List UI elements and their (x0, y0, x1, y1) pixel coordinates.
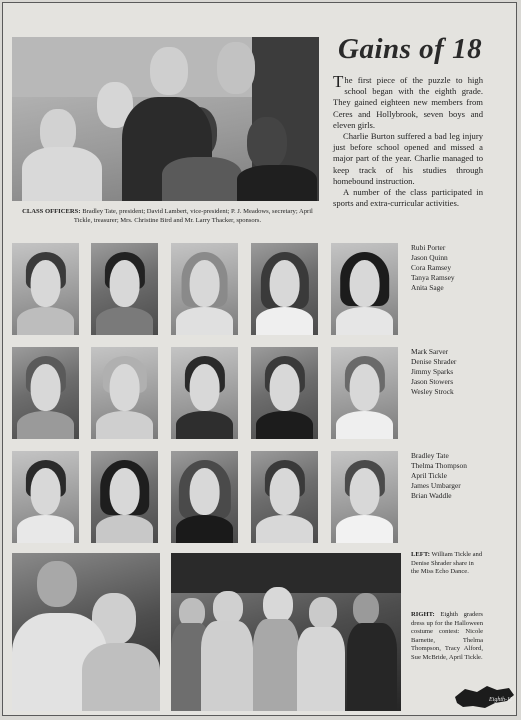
right-photo-caption (411, 611, 483, 663)
student-name: Thelma Thompson (411, 461, 467, 470)
story-paragraph-2: Charlie Burton suffered a bad leg injury just before school opened and missed a major part of the year. Charlie managed to keep track of his studies through homebound instruction. (333, 131, 483, 186)
portrait-brian-waddle (331, 451, 398, 543)
portrait-wesley-strock (331, 347, 398, 439)
story-text (333, 72, 483, 209)
class-officers-caption (15, 208, 320, 225)
student-name: Jason Quinn (411, 253, 448, 262)
class-officers-label: CLASS OFFICERS: (22, 208, 81, 215)
portrait-anita-sage (331, 243, 398, 335)
portrait-tanya-ramsey (251, 243, 318, 335)
student-name: Tanya Ramsey (411, 273, 455, 282)
page-title: Gains of 18 (338, 33, 483, 65)
left-photo-caption (411, 551, 483, 577)
page-number: Eighth-11 (489, 697, 513, 703)
student-name: Bradley Tate (411, 451, 449, 460)
student-name: Jason Stowers (411, 377, 454, 386)
portrait-jimmy-sparks (171, 347, 238, 439)
portrait-thelma-thompson (91, 451, 158, 543)
student-name: Anita Sage (411, 283, 444, 292)
portrait-james-umbarger (251, 451, 318, 543)
portrait-mark-sarver (12, 347, 79, 439)
student-name: April Tickle (411, 471, 447, 480)
portrait-jason-quinn (91, 243, 158, 335)
student-name: Cora Ramsey (411, 263, 452, 272)
drop-cap: T (333, 72, 344, 91)
yearbook-page (2, 2, 517, 716)
portrait-rubi-porter (12, 243, 79, 335)
names-row-3 (411, 451, 511, 501)
miss-echo-dance-photo (12, 553, 160, 711)
student-name: Denise Shrader (411, 357, 457, 366)
student-name: James Umbarger (411, 481, 461, 490)
portrait-cora-ramsey (171, 243, 238, 335)
portrait-bradley-tate (12, 451, 79, 543)
portrait-jason-stowers (251, 347, 318, 439)
right-label: RIGHT: (411, 611, 435, 618)
student-name: Brian Waddle (411, 491, 452, 500)
student-name: Wesley Strock (411, 387, 454, 396)
story-paragraph-3: A number of the class participated in sports and extra-curricular activities. (333, 187, 483, 209)
portrait-april-tickle (171, 451, 238, 543)
left-caption-text: William Tickle and Denise Shrader share in the Miss Echo Dance. (411, 551, 483, 576)
left-label: LEFT: (411, 551, 430, 558)
halloween-costume-photo (171, 553, 401, 711)
right-caption-text: Eighth graders dress up for the Halloween costume contest: Nicole Barnette, Thelma Thompson, Tracy Alford, Sue McBride, April Tickle. (411, 611, 483, 661)
class-officers-photo (12, 37, 319, 201)
student-name: Mark Sarver (411, 347, 449, 356)
class-officers-text: Bradley Tate, president; David Lambert, vice-president; P. J. Meadows, secretary; April Tickle, treasurer; Mrs. Christine Bird and Mr. Larry Thacker, sponsors. (73, 208, 313, 224)
names-row-1 (411, 243, 511, 293)
portrait-denise-shrader (91, 347, 158, 439)
student-name: Rubi Porter (411, 243, 446, 252)
story-paragraph-1: The first piece of the puzzle to high school began with the eighth grade. They gained eighteen new members from Ceres and Hollybrook, seven boys and eleven girls. (333, 72, 483, 130)
names-row-2 (411, 347, 511, 397)
student-name: Jimmy Sparks (411, 367, 454, 376)
